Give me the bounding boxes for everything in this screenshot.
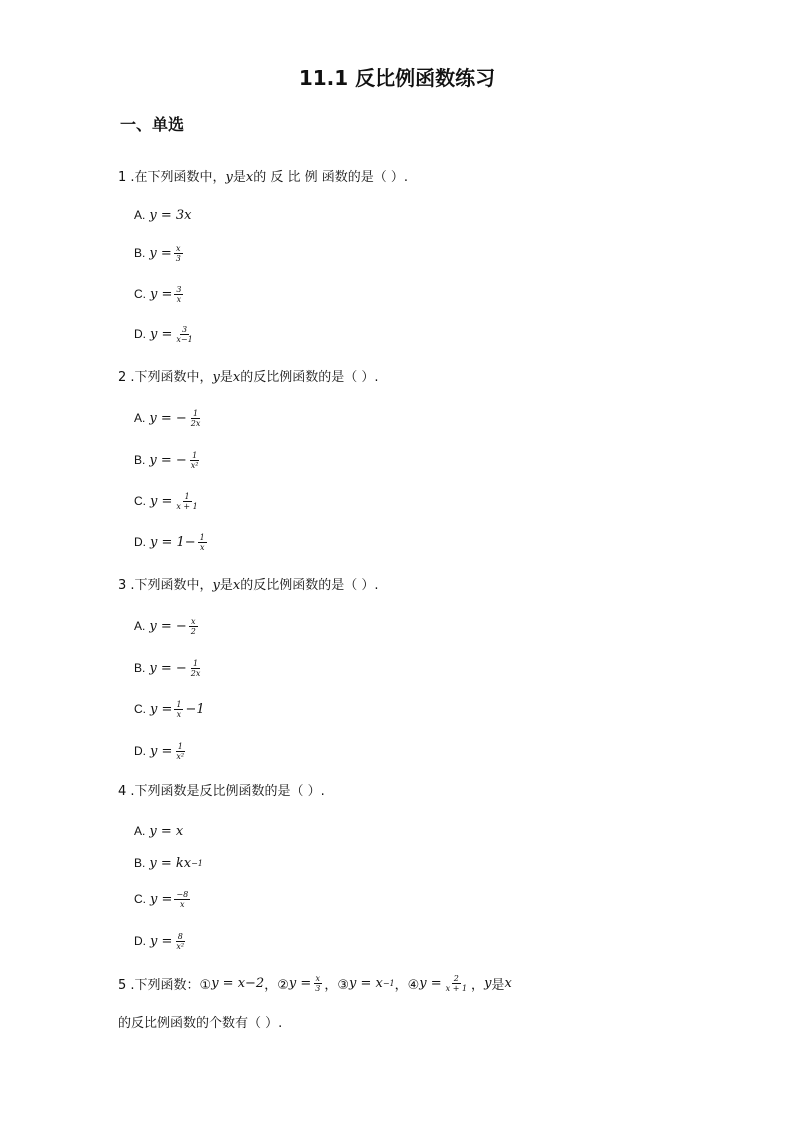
option-lhs: y = [149, 246, 172, 261]
q5-line-2: 的反比例函数的个数有（ ）. [118, 1016, 283, 1031]
option-label: C. [134, 494, 146, 508]
option-label: D. [134, 744, 146, 758]
question-1 [118, 166, 408, 185]
fraction: $\frac{x}{3}$ [175, 244, 181, 263]
page-title: 11.1 反比例函数练习 [298, 66, 496, 90]
fraction: $\frac{1}{2x}$ [190, 409, 201, 428]
option-lhs: y = 1− [150, 535, 196, 550]
option-lhs: y = [150, 327, 173, 342]
option-lhs: y = [150, 287, 173, 302]
fraction: $\frac{3}{x-1}$ [176, 325, 193, 344]
q5-sep-4: ， [471, 978, 485, 993]
option-superscript: −1 [191, 859, 203, 868]
option-lhs: y = [150, 702, 173, 717]
question-5 [118, 974, 512, 993]
option-lhs: y = [150, 934, 173, 949]
option-label: D. [134, 327, 146, 341]
option-1c[interactable] [134, 285, 185, 304]
option-2a[interactable] [134, 409, 204, 428]
fraction: $\frac{x}{3}$ [315, 974, 321, 993]
option-label: C. [134, 892, 146, 906]
question-3-mid: 是 [219, 578, 233, 593]
question-3-prefix: 3 .下列函数中， [118, 578, 213, 593]
option-2c[interactable] [134, 492, 202, 511]
option-label: C. [134, 287, 146, 301]
question-5-line-2 [118, 1012, 282, 1031]
question-3-suffix: 的反比例函数的是（ ）. [240, 578, 379, 593]
option-3b[interactable] [134, 659, 204, 678]
option-label: D. [134, 535, 146, 549]
fraction: $\frac{1}{2x}$ [190, 659, 201, 678]
option-label: C. [134, 702, 146, 716]
option-2d[interactable] [134, 533, 209, 552]
option-1b[interactable] [134, 244, 185, 263]
question-1-x: x [245, 170, 254, 185]
section-heading: 一、单选 [120, 115, 185, 134]
question-2-x: x [232, 370, 241, 385]
fraction: $\frac{x}{2}$ [190, 617, 196, 636]
option-lhs: y = − [149, 453, 187, 468]
option-label: A. [134, 619, 146, 633]
option-label: A. [134, 824, 146, 838]
fraction: $\frac{1}{x}$ [176, 700, 182, 719]
q5-expr-2-lhs: y = [288, 976, 312, 991]
option-label: D. [134, 934, 146, 948]
q5-y: y [484, 976, 492, 991]
fraction: $\frac{-8}{x}$ [176, 890, 189, 909]
option-tail: −1 [185, 702, 205, 717]
option-lhs: y = − [149, 661, 187, 676]
fraction: $\frac{8}{\text{x²}}$ [176, 932, 185, 951]
option-label: B. [134, 661, 146, 675]
question-2 [118, 366, 379, 385]
question-4 [118, 780, 325, 799]
question-2-mid: 是 [219, 370, 233, 385]
option-2b[interactable] [134, 451, 202, 470]
fraction: $\frac{1}{x}$ [199, 533, 205, 552]
q5-sep-1: ，② [264, 978, 289, 993]
option-lhs: y = − [149, 411, 187, 426]
question-3-y: y [212, 578, 220, 593]
question-2-suffix: 的反比例函数的是（ ）. [240, 370, 379, 385]
option-1d[interactable] [134, 325, 197, 344]
q5-expr-4-lhs: y = [419, 976, 442, 991]
fraction: $\frac{1}{\text{x²}}$ [190, 451, 199, 470]
option-label: A. [134, 411, 146, 425]
q5-expr-1: y = x−2 [211, 976, 265, 991]
fraction: $\frac{1}{\text{x²}}$ [176, 742, 185, 761]
q5-expr-3-sup: −1 [382, 979, 395, 988]
option-lhs: y = [150, 892, 173, 907]
option-lhs: y = [150, 494, 173, 509]
question-4-text: 4 .下列函数是反比例函数的是（ ）. [118, 784, 325, 799]
question-1-prefix: 1 .在下列函数中， [118, 170, 226, 185]
fraction: $\frac{2}{x + 1}$ [445, 974, 468, 993]
option-3a[interactable] [134, 617, 200, 636]
option-1a[interactable] [134, 208, 191, 223]
option-lhs: y = − [149, 619, 187, 634]
option-4d[interactable] [134, 932, 188, 951]
option-4a[interactable] [134, 824, 183, 839]
q5-sep-2: ，③ [324, 978, 349, 993]
option-4b[interactable] [134, 856, 203, 871]
option-3d[interactable] [134, 742, 188, 761]
option-expression: y = 3x [149, 208, 192, 223]
option-3c[interactable] [134, 700, 205, 719]
fraction: $\frac{1}{x + 1}$ [176, 492, 198, 511]
q5-expr-3: y = x [348, 976, 383, 991]
option-expression: y = kx [149, 856, 192, 871]
q5-sep-3: ，④ [394, 978, 420, 993]
option-label: B. [134, 453, 146, 467]
q5-x: x [504, 976, 512, 991]
question-2-y: y [212, 370, 220, 385]
question-3-x: x [232, 578, 241, 593]
option-label: A. [134, 208, 146, 222]
question-1-mid: 是 [232, 170, 246, 185]
fraction: $\frac{3}{x}$ [176, 285, 182, 304]
question-3 [118, 574, 379, 593]
option-lhs: y = [150, 744, 173, 759]
question-1-y: y [225, 170, 233, 185]
q5-start: 5 .下列函数：① [118, 978, 212, 993]
option-expression: y = x [149, 824, 184, 839]
option-label: B. [134, 246, 146, 260]
q5-is: 是 [491, 978, 505, 993]
option-4c[interactable] [134, 890, 192, 909]
question-1-suffix: 的 反 比 例 函数的是（ ）. [253, 170, 409, 185]
option-label: B. [134, 856, 146, 870]
question-2-prefix: 2 .下列函数中， [118, 370, 213, 385]
